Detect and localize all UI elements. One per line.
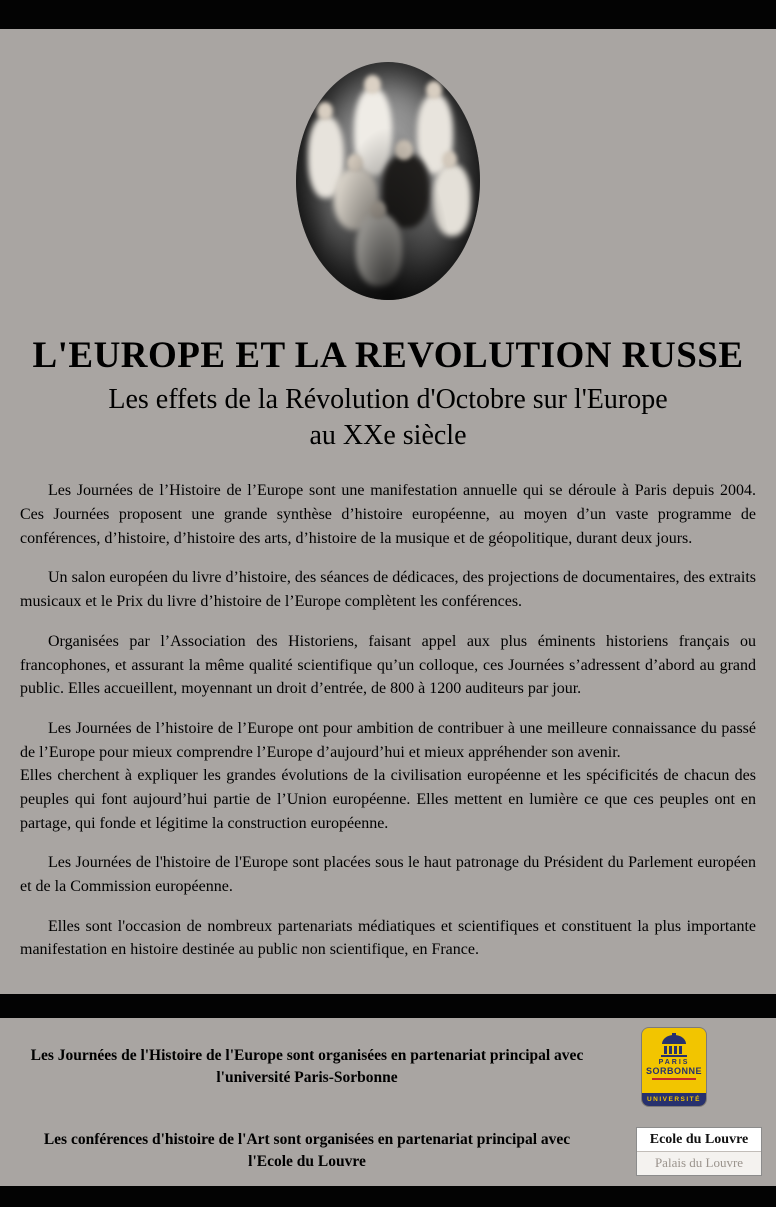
page-subtitle	[0, 382, 776, 455]
sorbonne-logo-city: PARIS	[658, 1059, 690, 1066]
body-paragraph: Elles sont l'occasion de nombreux partenariats médiatiques et scientifiques et constituent la plus importante manifestation en histoire destinée au public non scientifique, en France.	[20, 917, 756, 959]
sorbonne-logo-name: SORBONNE	[645, 1066, 702, 1076]
partner-row-louvre	[0, 1116, 776, 1186]
partner-sorbonne-line-1: Les Journées de l'Histoire de l'Europe sont organisées en partenariat principal avec	[30, 1046, 584, 1064]
sorbonne-building-icon	[657, 1033, 691, 1057]
body-paragraph: Les Journées de l’histoire de l’Europe ont pour ambition de contribuer à une meilleure connaissance du passé de l’Europe pour mieux comprendre l’Europe d’aujourd’hui et mieux appréhender son avenir.	[20, 719, 756, 761]
bottom-border-bar	[0, 1186, 776, 1207]
sorbonne-logo-rule	[652, 1078, 696, 1080]
body-paragraph: Elles cherchent à expliquer les grandes évolutions de la civilisation européenne et les spécificités de chacun des peuples qui font aujourd’hui partie de l’Union européenne. Elles mettent en lumière ce que ces peuples ont en partage, qui fonde et légitime la construction européenne.	[20, 767, 756, 832]
body-paragraph: Organisées par l’Association des Historiens, faisant appel aux plus éminents historiens français ou francophones, et assurant la même qualité scientifique qu’un colloque, ces Journées s’adressent d’abord au grand public. Elles accueillent, moyennant un droit d’entrée, de 800 à 1200 auditeurs par jour.	[20, 632, 756, 698]
partner-sorbonne-text	[14, 1045, 600, 1090]
partner-sorbonne-line-2: l'université Paris-Sorbonne	[216, 1069, 398, 1086]
romanov-family-photo	[296, 62, 480, 300]
partner-louvre-line-1: Les conférences d'histoire de l'Art sont organisées en partenariat principal avec	[43, 1130, 571, 1148]
ecole-du-louvre-logo	[636, 1127, 762, 1176]
page-title: L'EUROPE ET LA REVOLUTION RUSSE	[32, 335, 744, 376]
partner-louvre-text	[14, 1129, 600, 1174]
sorbonne-logo-wrap	[642, 1028, 762, 1106]
subtitle-line-2: au XXe siècle	[309, 420, 467, 452]
body-paragraph: Un salon européen du livre d’histoire, des séances de dédicaces, des projections de documentaires, des extraits musicaux et le Prix du livre d’histoire de l’Europe complètent les conférences.	[20, 569, 756, 611]
louvre-logo-line-2: Palais du Louvre	[637, 1152, 761, 1175]
paris-sorbonne-logo	[642, 1028, 706, 1106]
body-paragraph: Les Journées de l’Histoire de l’Europe sont une manifestation annuelle qui se déroule à Paris depuis 2004. Ces Journées proposent une grande synthèse d’histoire européenne, au moyen d’un vaste programme de conférences, d’histoire, d’histoire des arts, d’histoire de la musique et de géopolitique, durant deux jours.	[20, 482, 756, 547]
subtitle-line-1: Les effets de la Révolution d'Octobre sur l'Europe	[108, 383, 668, 415]
top-border-bar	[0, 0, 776, 29]
partner-louvre-line-2: l'Ecole du Louvre	[248, 1153, 366, 1170]
photo-vignette	[296, 62, 480, 300]
body-text	[0, 479, 776, 961]
footer	[0, 994, 776, 1207]
body-paragraph: Les Journées de l'histoire de l'Europe sont placées sous le haut patronage du Président du Parlement européen et de la Commission européenne.	[20, 854, 756, 895]
photo-container	[0, 62, 776, 300]
footer-separator-bar	[0, 994, 776, 1018]
louvre-logo-line-1: Ecole du Louvre	[637, 1128, 761, 1152]
sorbonne-logo-band: UNIVERSITÉ	[642, 1093, 706, 1106]
partner-row-sorbonne	[0, 1018, 776, 1116]
louvre-logo-wrap	[636, 1127, 762, 1176]
